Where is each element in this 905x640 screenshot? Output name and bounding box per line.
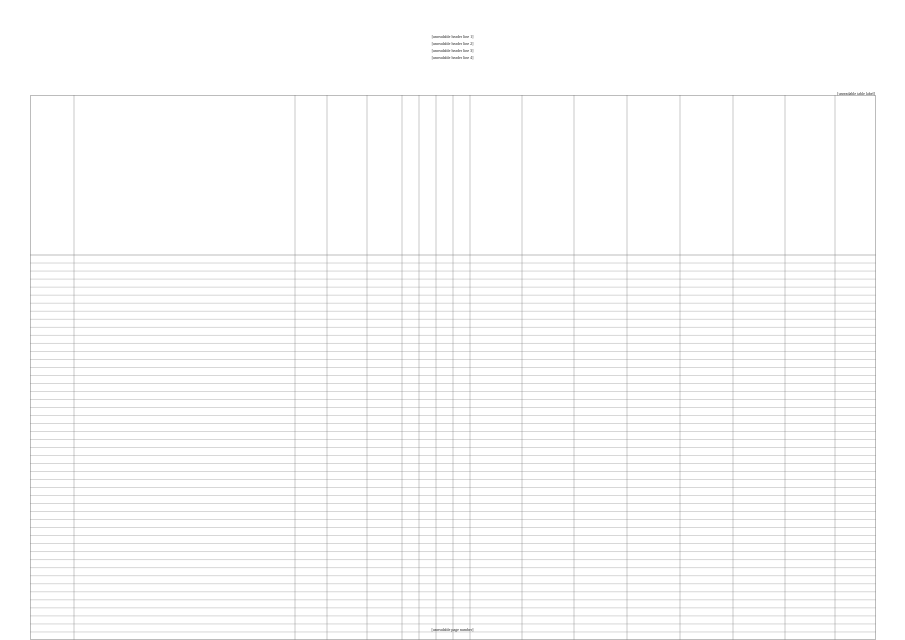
header-line-2: [unreadable header line 2] xyxy=(431,41,474,46)
header-line-1: [unreadable header line 1] xyxy=(431,34,474,39)
header-line-3: [unreadable header line 3] xyxy=(431,48,474,53)
table-label: [unreadable table label] xyxy=(837,91,875,96)
header-line-4: [unreadable header line 4] xyxy=(431,55,474,60)
page-number: [unreadable page number] xyxy=(431,627,474,632)
data-table xyxy=(30,95,876,640)
table-grid xyxy=(30,95,876,640)
